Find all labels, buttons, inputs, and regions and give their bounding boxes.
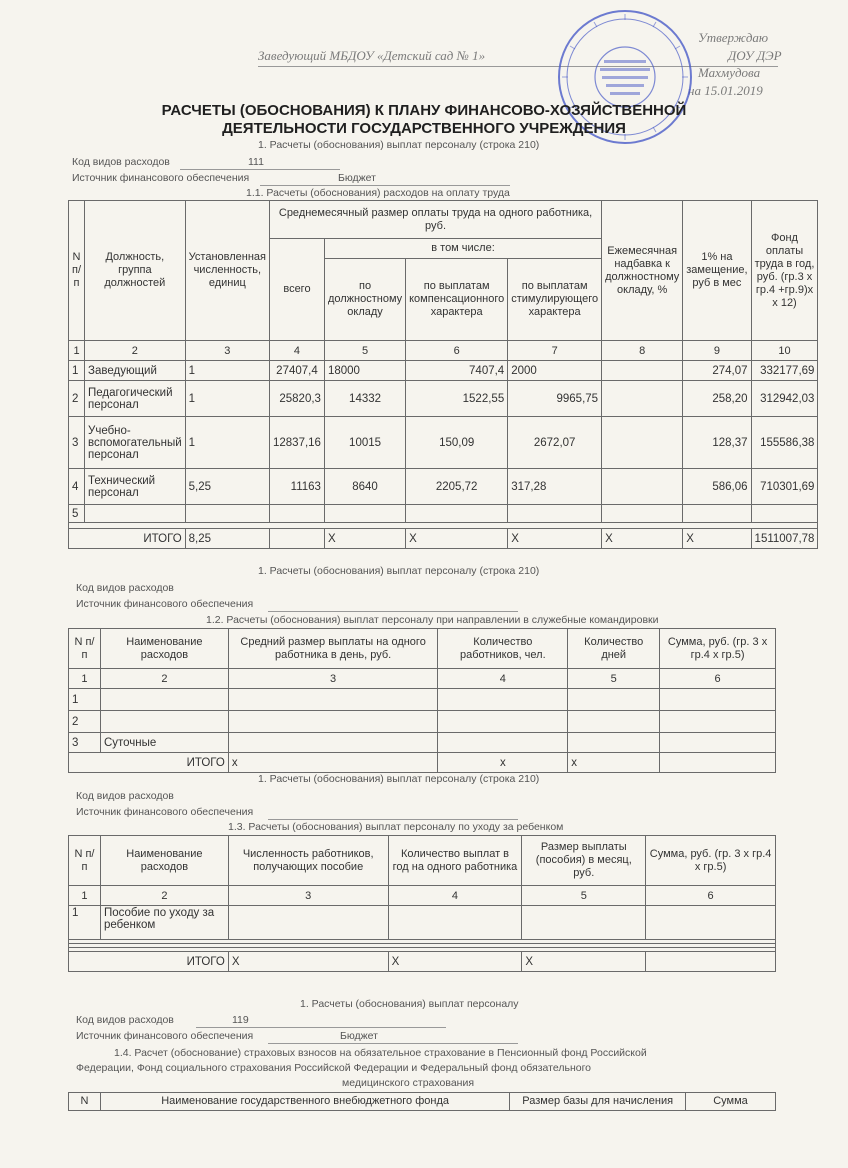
colnum: 6 bbox=[660, 669, 776, 689]
row-bonus bbox=[602, 417, 683, 469]
approve-label: Утверждаю bbox=[698, 30, 769, 45]
table-row bbox=[69, 689, 776, 711]
section2-heading: 1. Расчеты (обоснования) выплат персоналу (строка 210) bbox=[258, 565, 540, 577]
col-bonus-header: Ежемесячная надбавка к должностному окладу, % bbox=[602, 201, 683, 341]
section2-ist-label: Источник финансового обеспечения bbox=[76, 598, 254, 610]
section1-kod-value: 111 bbox=[248, 156, 264, 168]
colnum: 2 bbox=[100, 669, 228, 689]
section4-paragraph-line1: 1.4. Расчет (обоснование) страховых взносов на обязательное страхование в Пенсионный фонд Российской bbox=[114, 1047, 647, 1059]
total-x: X bbox=[388, 952, 522, 972]
colnum: 8 bbox=[602, 341, 683, 361]
col-total-header: всего bbox=[269, 239, 324, 341]
colnum: 6 bbox=[646, 886, 776, 906]
total-x: х bbox=[568, 753, 660, 773]
col-payments-header: Количество выплат в год на одного работника bbox=[388, 836, 522, 886]
colnum: 2 bbox=[100, 886, 228, 906]
colnum: 1 bbox=[69, 669, 101, 689]
row-total: 27407,4 bbox=[269, 361, 324, 381]
colnum: 1 bbox=[69, 886, 101, 906]
total-fund: 1511007,78 bbox=[751, 529, 818, 549]
travel-table bbox=[68, 628, 776, 773]
col-sum-header: Сумма, руб. (гр. 3 х гр.4 х гр.5) bbox=[660, 629, 776, 669]
header-position: Заведующий МБДОУ «Детский сад № 1» bbox=[258, 48, 486, 63]
row-substitute: 128,37 bbox=[683, 417, 751, 469]
col-incentive-header: по выплатам стимулирующего характера bbox=[508, 259, 602, 341]
colnum: 9 bbox=[683, 341, 751, 361]
col-n-header: N п/п bbox=[69, 836, 101, 886]
header-name: Махмудова bbox=[698, 65, 761, 80]
row-name: Суточные bbox=[100, 733, 228, 753]
row-fund: 155586,38 bbox=[751, 417, 818, 469]
col-n-header: N п/п bbox=[69, 201, 85, 341]
header-position-right: ДОУ ДЭР bbox=[728, 48, 782, 63]
row-incentive: 317,28 bbox=[508, 469, 602, 505]
row-position: Технический персонал bbox=[85, 469, 186, 505]
col-position-header: Должность, группа должностей bbox=[85, 201, 186, 341]
row-number: 5 bbox=[69, 505, 85, 523]
total-label: ИТОГО bbox=[69, 753, 229, 773]
section2-ist-underline bbox=[268, 611, 518, 612]
row-incentive: 9965,75 bbox=[508, 381, 602, 417]
row-bonus bbox=[602, 361, 683, 381]
section4-paragraph-line3: медицинского страхования bbox=[342, 1077, 475, 1089]
col-base-header: Размер базы для начисления bbox=[510, 1093, 686, 1111]
col-name-header: Наименование расходов bbox=[100, 629, 228, 669]
section4-ist-label: Источник финансового обеспечения bbox=[76, 1030, 254, 1042]
row-count: 5,25 bbox=[185, 469, 269, 505]
row-number: 3 bbox=[69, 417, 85, 469]
col-substitute-header: 1% на замещение, руб в мес bbox=[683, 201, 751, 341]
row-number: 2 bbox=[69, 381, 85, 417]
row-salary: 8640 bbox=[324, 469, 405, 505]
colnum: 1 bbox=[69, 341, 85, 361]
row-salary: 18000 bbox=[324, 361, 405, 381]
section1-subheading: 1.1. Расчеты (обоснования) расходов на оплату труда bbox=[246, 187, 510, 199]
colnum: 3 bbox=[185, 341, 269, 361]
col-including-header: в том числе: bbox=[324, 239, 601, 259]
row-number: 3 bbox=[69, 733, 101, 753]
section3-ist-label: Источник финансового обеспечения bbox=[76, 806, 254, 818]
colnum: 5 bbox=[324, 341, 405, 361]
col-workers-header: Количество работников, чел. bbox=[438, 629, 568, 669]
section4-ist-value: Бюджет bbox=[340, 1030, 378, 1042]
col-avg-salary-header: Среднемесячный размер оплаты труда на одного работника, руб. bbox=[269, 201, 601, 239]
section1-kod-underline bbox=[180, 169, 340, 170]
total-x: х bbox=[438, 753, 568, 773]
total-label: ИТОГО bbox=[69, 952, 229, 972]
row-number: 2 bbox=[69, 711, 101, 733]
row-count: 1 bbox=[185, 361, 269, 381]
row-count: 1 bbox=[185, 381, 269, 417]
section3-ist-underline bbox=[268, 819, 518, 820]
total-x: X bbox=[228, 952, 388, 972]
section3-heading: 1. Расчеты (обоснования) выплат персоналу (строка 210) bbox=[258, 773, 540, 785]
row-number: 4 bbox=[69, 469, 85, 505]
row-fund: 312942,03 bbox=[751, 381, 818, 417]
total-row bbox=[69, 529, 818, 549]
table-row bbox=[69, 469, 818, 505]
section4-kod-underline bbox=[196, 1027, 446, 1028]
colnum: 4 bbox=[388, 886, 522, 906]
header-date: на 15.01.2019 bbox=[688, 83, 763, 98]
total-count: 8,25 bbox=[185, 529, 269, 549]
colnum: 6 bbox=[406, 341, 508, 361]
section1-ist-value: Бюджет bbox=[338, 172, 376, 184]
col-sum-header: Сумма bbox=[686, 1093, 776, 1111]
row-compensation: 7407,4 bbox=[406, 361, 508, 381]
col-days-header: Количество дней bbox=[568, 629, 660, 669]
row-compensation: 150,09 bbox=[406, 417, 508, 469]
row-position: Заведующий bbox=[85, 361, 186, 381]
section3-kod-label: Код видов расходов bbox=[76, 790, 174, 802]
section3-subheading: 1.3. Расчеты (обоснования) выплат персоналу по уходу за ребенком bbox=[228, 821, 564, 833]
col-count-header: Установленная численность, единиц bbox=[185, 201, 269, 341]
row-number: 1 bbox=[69, 689, 101, 711]
row-total: 25820,3 bbox=[269, 381, 324, 417]
total-row bbox=[69, 952, 776, 972]
table-row bbox=[69, 733, 776, 753]
total-x: X bbox=[324, 529, 405, 549]
row-substitute: 586,06 bbox=[683, 469, 751, 505]
col-n-header: N п/п bbox=[69, 629, 101, 669]
colnum: 5 bbox=[568, 669, 660, 689]
row-incentive: 2000 bbox=[508, 361, 602, 381]
total-row bbox=[69, 753, 776, 773]
total-x: X bbox=[406, 529, 508, 549]
colnum: 3 bbox=[228, 886, 388, 906]
column-number-row bbox=[69, 886, 776, 906]
section4-kod-value: 119 bbox=[232, 1014, 249, 1026]
row-position: Учебно-вспомогательный персонал bbox=[85, 417, 186, 469]
section1-heading: 1. Расчеты (обоснования) выплат персоналу (строка 210) bbox=[258, 139, 540, 151]
colnum: 3 bbox=[228, 669, 438, 689]
colnum: 4 bbox=[438, 669, 568, 689]
colnum: 5 bbox=[522, 886, 646, 906]
colnum: 7 bbox=[508, 341, 602, 361]
row-name: Пособие по уходу за ребенком bbox=[100, 906, 228, 940]
section4-heading: 1. Расчеты (обоснования) выплат персоналу bbox=[300, 998, 519, 1010]
col-avg-header: Средний размер выплаты на одного работника в день, руб. bbox=[228, 629, 438, 669]
total-x: х bbox=[228, 753, 438, 773]
table-row bbox=[69, 505, 818, 523]
col-name-header: Наименование расходов bbox=[100, 836, 228, 886]
childcare-table bbox=[68, 835, 776, 972]
row-substitute: 258,20 bbox=[683, 381, 751, 417]
section1-kod-label: Код видов расходов bbox=[72, 156, 170, 168]
col-n-header: N bbox=[69, 1093, 101, 1111]
total-x: X bbox=[522, 952, 646, 972]
salary-table bbox=[68, 200, 818, 549]
section4-ist-underline bbox=[268, 1043, 518, 1044]
total-label: ИТОГО bbox=[69, 529, 186, 549]
table-row bbox=[69, 906, 776, 940]
row-substitute: 274,07 bbox=[683, 361, 751, 381]
row-total: 12837,16 bbox=[269, 417, 324, 469]
colnum: 2 bbox=[85, 341, 186, 361]
total-x: X bbox=[602, 529, 683, 549]
row-bonus bbox=[602, 469, 683, 505]
col-count-header: Численность работников, получающих пособие bbox=[228, 836, 388, 886]
section2-kod-label: Код видов расходов bbox=[76, 582, 174, 594]
section4-paragraph-line2: Федерации, Фонд социального страхования Российской Федерации и Федеральный фонд обязательного bbox=[76, 1062, 592, 1074]
colnum: 10 bbox=[751, 341, 818, 361]
table-row bbox=[69, 417, 818, 469]
col-sum-header: Сумма, руб. (гр. 3 х гр.4 х гр.5) bbox=[646, 836, 776, 886]
row-number: 1 bbox=[69, 906, 101, 940]
col-compensation-header: по выплатам компенсационного характера bbox=[406, 259, 508, 341]
row-salary: 14332 bbox=[324, 381, 405, 417]
section1-ist-underline bbox=[260, 185, 510, 186]
row-bonus bbox=[602, 381, 683, 417]
row-total: 11163 bbox=[269, 469, 324, 505]
table-row bbox=[69, 381, 818, 417]
col-fund-name-header: Наименование государственного внебюджетного фонда bbox=[100, 1093, 509, 1111]
section1-ist-label: Источник финансового обеспечения bbox=[72, 172, 250, 184]
table-row bbox=[69, 711, 776, 733]
table-row bbox=[69, 361, 818, 381]
document-title-line1: РАСЧЕТЫ (ОБОСНОВАНИЯ) К ПЛАНУ ФИНАНСОВО-ХОЗЯЙСТВЕННОЙ bbox=[161, 102, 687, 119]
col-fund-header: Фонд оплаты труда в год, руб. (гр.3 х гр.4 +гр.9)х х 12) bbox=[751, 201, 818, 341]
section4-kod-label: Код видов расходов bbox=[76, 1014, 174, 1026]
total-x: X bbox=[508, 529, 602, 549]
colnum: 4 bbox=[269, 341, 324, 361]
row-fund: 332177,69 bbox=[751, 361, 818, 381]
row-number: 1 bbox=[69, 361, 85, 381]
row-compensation: 2205,72 bbox=[406, 469, 508, 505]
row-position: Педагогический персонал bbox=[85, 381, 186, 417]
column-number-row bbox=[69, 341, 818, 361]
row-count: 1 bbox=[185, 417, 269, 469]
column-number-row bbox=[69, 669, 776, 689]
row-compensation: 1522,55 bbox=[406, 381, 508, 417]
col-size-header: Размер выплаты (пособия) в месяц, руб. bbox=[522, 836, 646, 886]
row-incentive: 2672,07 bbox=[508, 417, 602, 469]
document-title-line2: ДЕЯТЕЛЬНОСТИ ГОСУДАРСТВЕННОГО УЧРЕЖДЕНИЯ bbox=[222, 120, 626, 137]
row-fund: 710301,69 bbox=[751, 469, 818, 505]
row-salary: 10015 bbox=[324, 417, 405, 469]
col-salary-header: по должностному окладу bbox=[324, 259, 405, 341]
total-x: X bbox=[683, 529, 751, 549]
insurance-table bbox=[68, 1092, 776, 1111]
section2-subheading: 1.2. Расчеты (обоснования) выплат персоналу при направлении в служебные командировки bbox=[206, 614, 659, 626]
